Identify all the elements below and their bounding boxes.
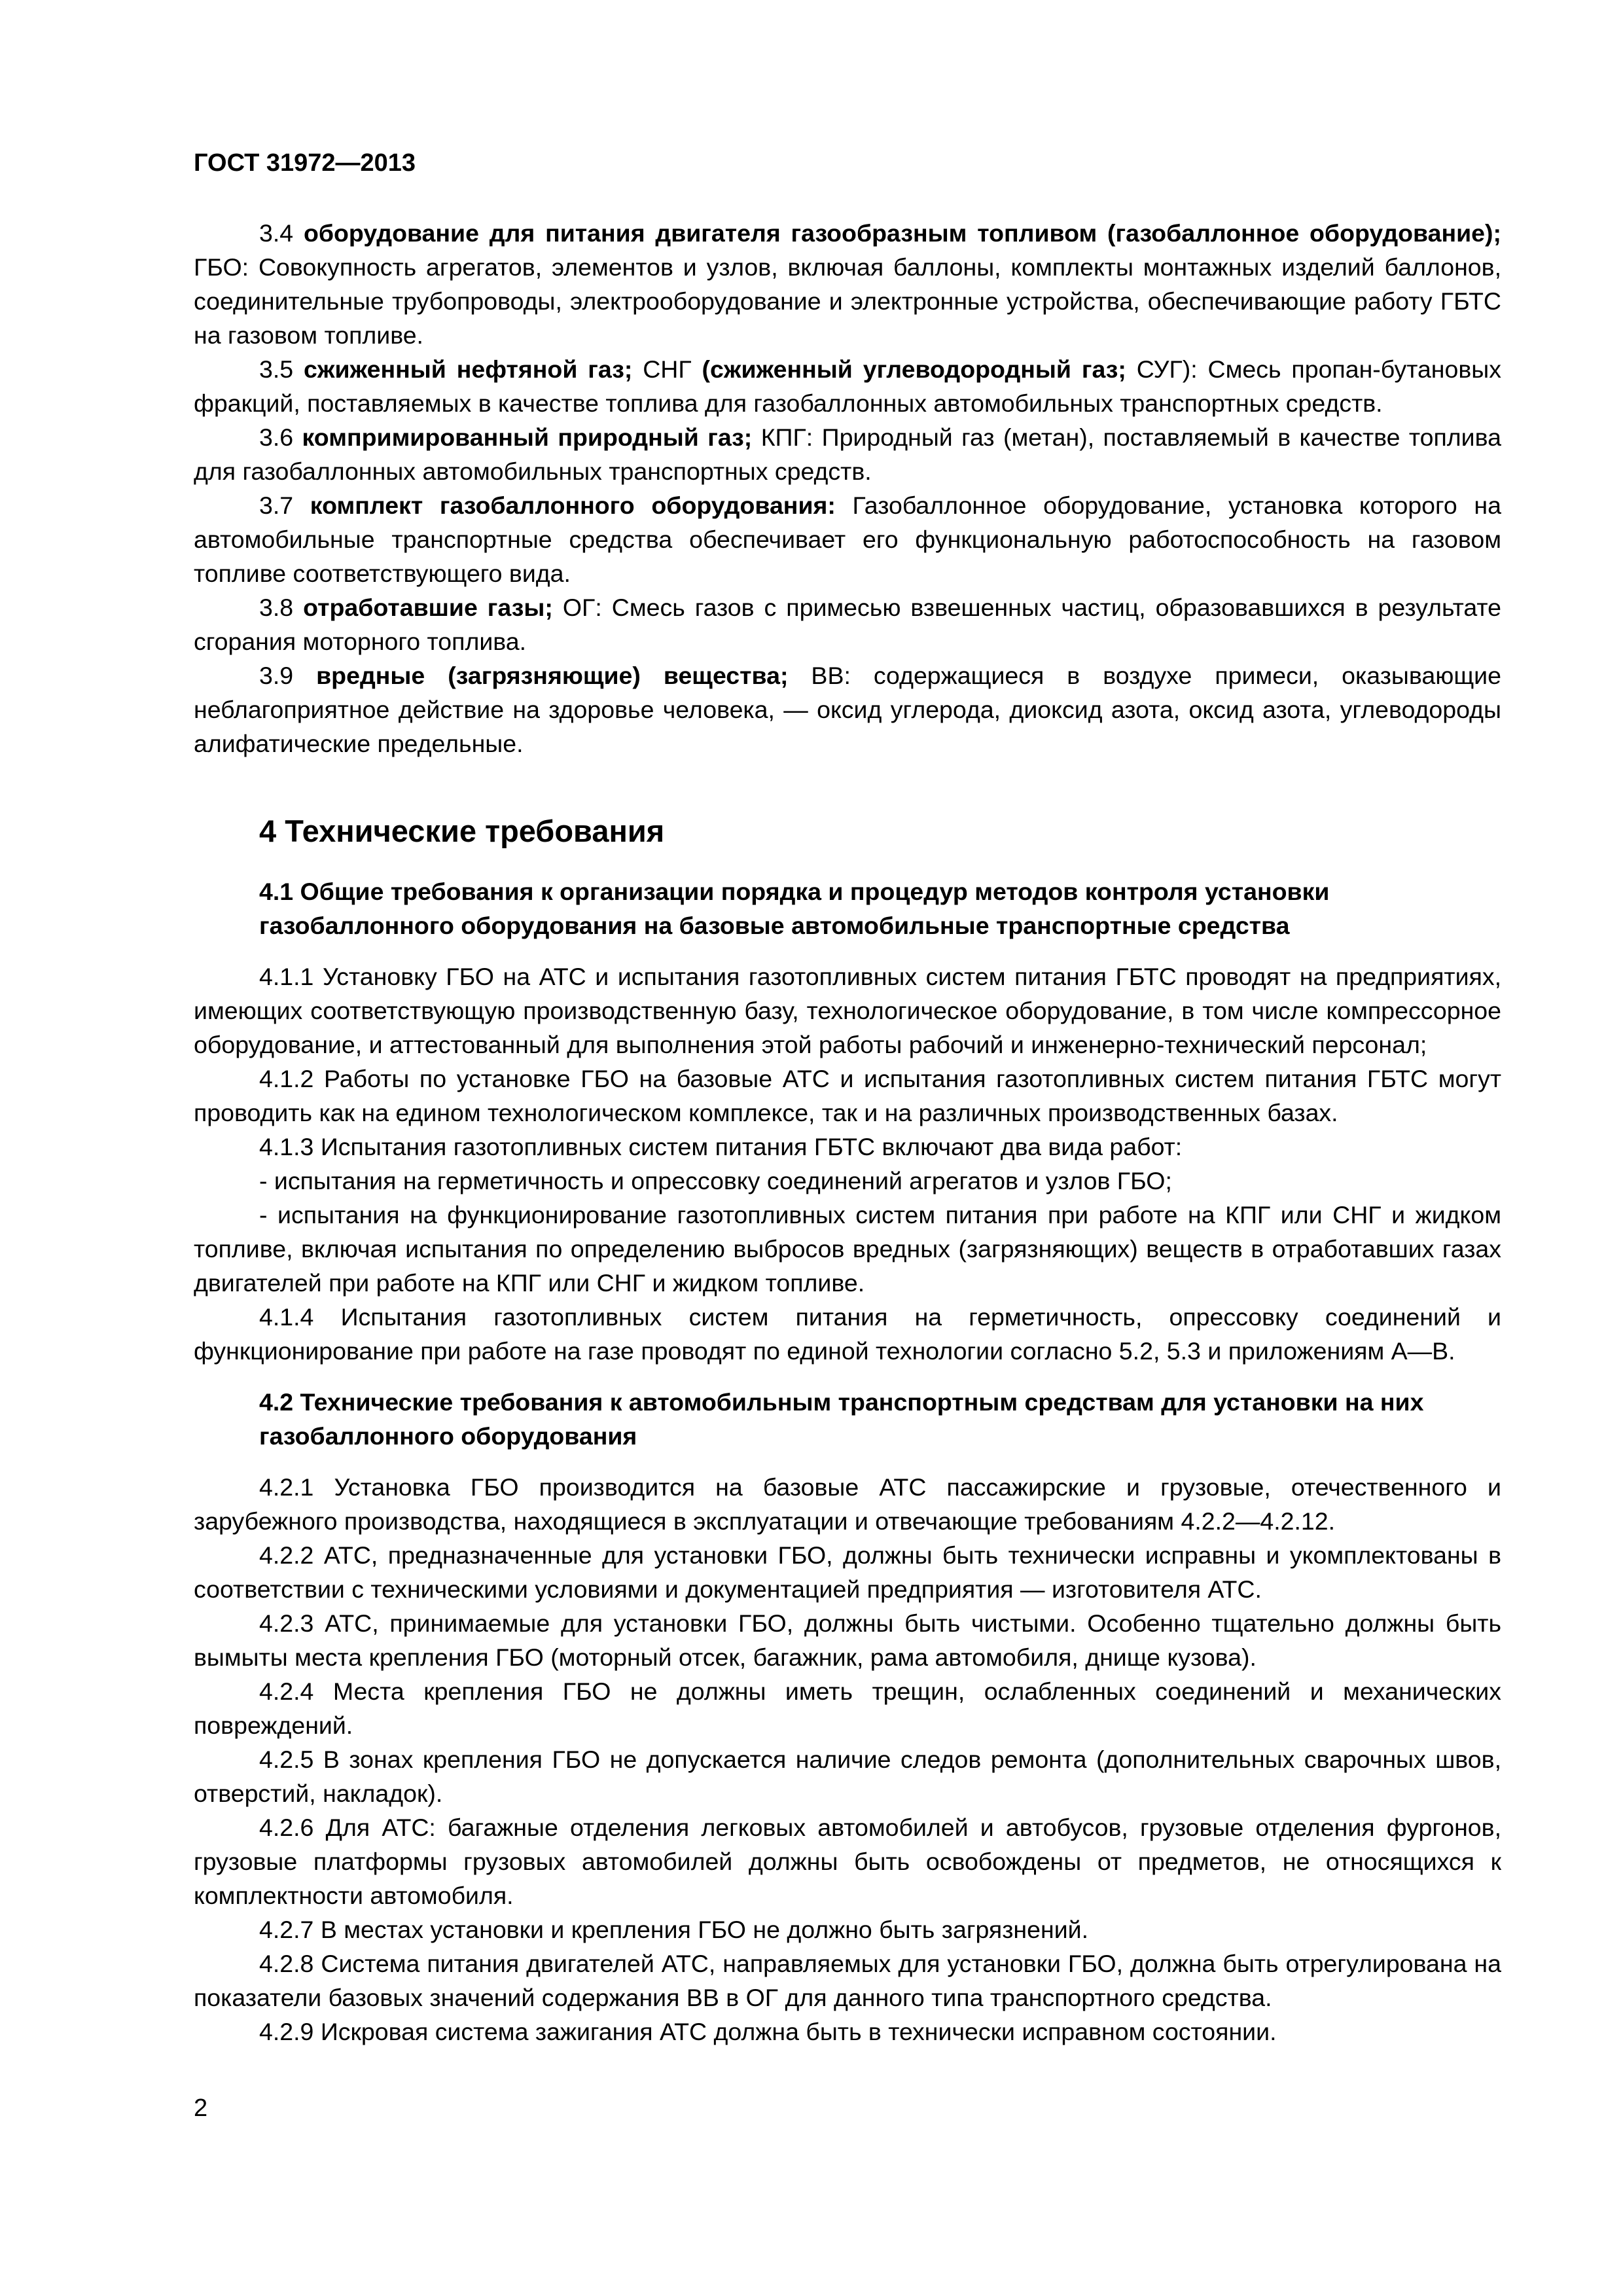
- term: компримированный природный газ;: [302, 423, 753, 451]
- clause-4-1-1: 4.1.1 Установку ГБО на АТС и испытания газотопливных систем питания ГБТС проводят на предприятиях, имеющих соответствующую производственную базу, технологическое оборудование, в том числе компрессорное оборудование, и аттестованный для выполнения этой работы рабочий и инженерно-технический персонал;: [194, 963, 1501, 1058]
- clause-4-2-4: 4.2.4 Места крепления ГБО не должны иметь трещин, ослабленных соединений и механических повреждений.: [194, 1677, 1501, 1739]
- clause-4-1-4: 4.1.4 Испытания газотопливных систем питания на герметичность, опрессовку соединений и функционирование при работе на газе проводят по единой технологии согласно 5.2, 5.3 и приложениям А—В.: [194, 1303, 1501, 1365]
- definition-3-7: 3.7 комплект газобаллонного оборудования: Газобаллонное оборудование, установка которого на автомобильные транспортные средства обеспечивает его функциональную работоспособность на газовом топливе соответствующего вида.: [194, 492, 1501, 587]
- definition-3-5: 3.5 сжиженный нефтяной газ; СНГ (сжиженный углеводородный газ; СУГ): Смесь пропан-бутановых фракций, поставляемых в качестве топлива для газобаллонных автомобильных транспортных средств.: [194, 355, 1501, 417]
- definition-3-8: 3.8 отработавшие газы; ОГ: Смесь газов с примесью взвешенных частиц, образовавшихся в результате сгорания моторного топлива.: [194, 594, 1501, 655]
- term: оборудование для питания двигателя газообразным топливом (газобаллонное оборудование);: [303, 219, 1501, 247]
- clause-4-2-6: 4.2.6 Для АТС: багажные отделения легковых автомобилей и автобусов, грузовые отделения фургонов, грузовые платформы грузовых автомобилей должны быть освобождены от предметов, не относящихся к комплектности автомобиля.: [194, 1814, 1501, 1909]
- definition-3-9: 3.9 вредные (загрязняющие) вещества; ВВ: содержащиеся в воздухе примеси, оказывающие неблагоприятное действие на здоровье человека, — оксид углерода, диоксид азота, оксид азота, углеводороды алифатические предельные.: [194, 662, 1501, 757]
- clause-4-2-8: 4.2.8 Система питания двигателей АТС, направляемых для установки ГБО, должна быть отрегулирована на показатели базовых значений содержания ВВ в ОГ для данного типа транспортного средства.: [194, 1950, 1501, 2011]
- clause-4-2-7: 4.2.7 В местах установки и крепления ГБО не должно быть загрязнений.: [259, 1916, 1089, 1943]
- clause-4-2-1: 4.2.1 Установка ГБО производится на базовые АТС пассажирские и грузовые, отечественного и зарубежного производства, находящиеся в эксплуатации и отвечающие требованиям 4.2.2—4.2.12.: [194, 1473, 1501, 1535]
- document-body: [194, 216, 1501, 2049]
- section-4-heading: 4 Технические требования: [259, 814, 665, 848]
- clause-4-2-2: 4.2.2 АТС, предназначенные для установки ГБО, должны быть технически исправны и укомплектованы в соответствии с техническими условиями и документацией предприятия — изготовителя АТС.: [194, 1541, 1501, 1603]
- clause-4-2-5: 4.2.5 В зонах крепления ГБО не допускается наличие следов ремонта (дополнительных сварочных швов, отверстий, накладок).: [194, 1746, 1501, 1807]
- clause-4-2-9: 4.2.9 Искровая система зажигания АТС должна быть в технически исправном состоянии.: [259, 2018, 1277, 2045]
- clause-4-2-3: 4.2.3 АТС, принимаемые для установки ГБО, должны быть чистыми. Особенно тщательно должны быть вымыты места крепления ГБО (моторный отсек, багажник, рама автомобиля, днище кузова).: [194, 1609, 1501, 1671]
- term: отработавшие газы;: [303, 594, 553, 621]
- term: вредные (загрязняющие) вещества;: [316, 662, 789, 689]
- definition-3-4: 3.4 оборудование для питания двигателя газообразным топливом (газобаллонное оборудование); ГБО: Совокупность агрегатов, элементов и узлов, включая баллоны, комплекты монтажных изделий баллонов, соединительные трубопроводы, электрооборудование и электронные устройства, обеспечивающие работу ГБТС на газовом топливе.: [194, 219, 1501, 349]
- clause-4-1-3-item: - испытания на герметичность и опрессовку соединений агрегатов и узлов ГБО;: [259, 1167, 1172, 1194]
- page-number: 2: [194, 2094, 208, 2122]
- term: комплект газобаллонного оборудования:: [310, 492, 836, 519]
- clause-4-1-2: 4.1.2 Работы по установке ГБО на базовые АТС и испытания газотопливных систем питания ГБТС могут проводить как на едином технологическом комплексе, так и на различных производственных базах.: [194, 1065, 1501, 1126]
- clause-4-1-3-item: - испытания на функционирование газотопливных систем питания при работе на КПГ или СНГ и жидком топливе, включая испытания по определению выбросов вредных (загрязняющих) веществ в отработавших газах двигателей при работе на КПГ или СНГ и жидком топливе.: [194, 1201, 1501, 1297]
- subsection-4-1-heading: 4.1 Общие требования к организации порядка и процедур методов контроля установки газобаллонного оборудования на базовые автомобильные транспортные средства: [259, 878, 1330, 939]
- term-alt: (сжиженный углеводородный газ;: [702, 355, 1126, 383]
- subsection-4-2-heading: 4.2 Технические требования к автомобильным транспортным средствам для установки на них газобаллонного оборудования: [259, 1388, 1424, 1450]
- definition-3-6: 3.6 компримированный природный газ; КПГ: Природный газ (метан), поставляемый в качестве топлива для газобаллонных автомобильных транспортных средств.: [194, 423, 1501, 485]
- document-header: ГОСТ 31972—2013: [194, 149, 416, 177]
- clause-4-1-3: 4.1.3 Испытания газотопливных систем питания ГБТС включают два вида работ:: [259, 1133, 1183, 1160]
- term: сжиженный нефтяной газ;: [304, 355, 633, 383]
